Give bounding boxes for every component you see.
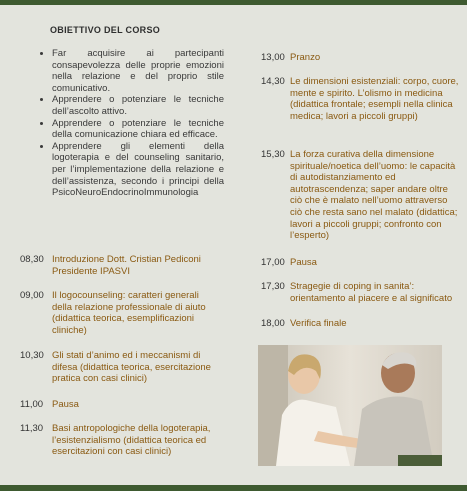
nurse-patient-photo (258, 345, 442, 466)
bottom-color-band (0, 485, 467, 491)
photo-illustration (258, 345, 442, 466)
schedule-text: Pausa (52, 399, 79, 410)
schedule-time: 15,30 (261, 149, 285, 160)
schedule-time: 09,00 (20, 290, 44, 301)
schedule-time: 11,30 (20, 423, 44, 434)
objective-item: • Apprendere gli elementi della logoterapia e del counseling sanitario, per l’implementazione della relazione e dell’assistenza, secondo i principi della PsicoNeuroEndocrinoImmunologia (52, 141, 224, 199)
schedule-time: 18,00 (261, 318, 285, 329)
schedule-text: La forza curativa della dimensione spirituale/noetica dell’uomo: le capacità di autodistanziamento ed autotrascendenza; saper andare oltre ciò che è malato nell’uomo attraverso ciò che resta sano nel malato (didattica; lavori a piccoli gruppi; confronto con l’esperto) (290, 149, 458, 242)
schedule-time: 13,00 (261, 52, 285, 63)
schedule-text: Basi antropologiche della logoterapia, l’esistenzialismo (didattica teorica ed esercitazioni con casi clinici) (52, 423, 211, 458)
schedule-time: 10,30 (20, 350, 44, 361)
schedule-text: Le dimensioni esistenziali: corpo, cuore, mente e spirito. L’olismo in medicina (didattica frontale; esempli nella clinica medica; lavori a piccoli gruppi) (290, 76, 459, 122)
schedule-time: 14,30 (261, 76, 285, 87)
top-color-band (0, 0, 467, 5)
objective-item: • Apprendere o potenziare le tecniche dell’ascolto attivo. (52, 94, 224, 117)
schedule-text: Pranzo (290, 52, 321, 63)
schedule-text: Stragegie di coping in sanita’: orientamento al piacere e al significato (290, 281, 453, 304)
schedule-time: 17,30 (261, 281, 285, 292)
objective-item: • Apprendere o potenziare le tecniche della comunicazione chiara ed efficace. (52, 118, 224, 141)
schedule-text: Introduzione Dott. Cristian Pediconi Presidente IPASVI (52, 254, 201, 277)
schedule-text: Verifica finale (290, 318, 347, 329)
objective-item: • Far acquisire ai partecipanti consapevolezza delle proprie emozioni nella relazione e del proprio stile comunicativo. (52, 48, 224, 94)
schedule-time: 11,00 (20, 399, 44, 410)
schedule-text: Pausa (290, 257, 317, 268)
schedule-time: 08,30 (20, 254, 44, 265)
objective-list (36, 48, 224, 199)
schedule-text: Gli stati d’animo ed i meccanismi di difesa (didattica teorica, esercitazione pratica con casi clinici) (52, 350, 211, 385)
schedule-time: 17,00 (261, 257, 285, 268)
schedule-text: Il logocounseling: caratteri generali della relazione professionale di aiuto (didattica teorica, esemplificazioni cliniche) (52, 290, 206, 336)
objective-title: OBIETTIVO DEL CORSO (50, 25, 161, 35)
